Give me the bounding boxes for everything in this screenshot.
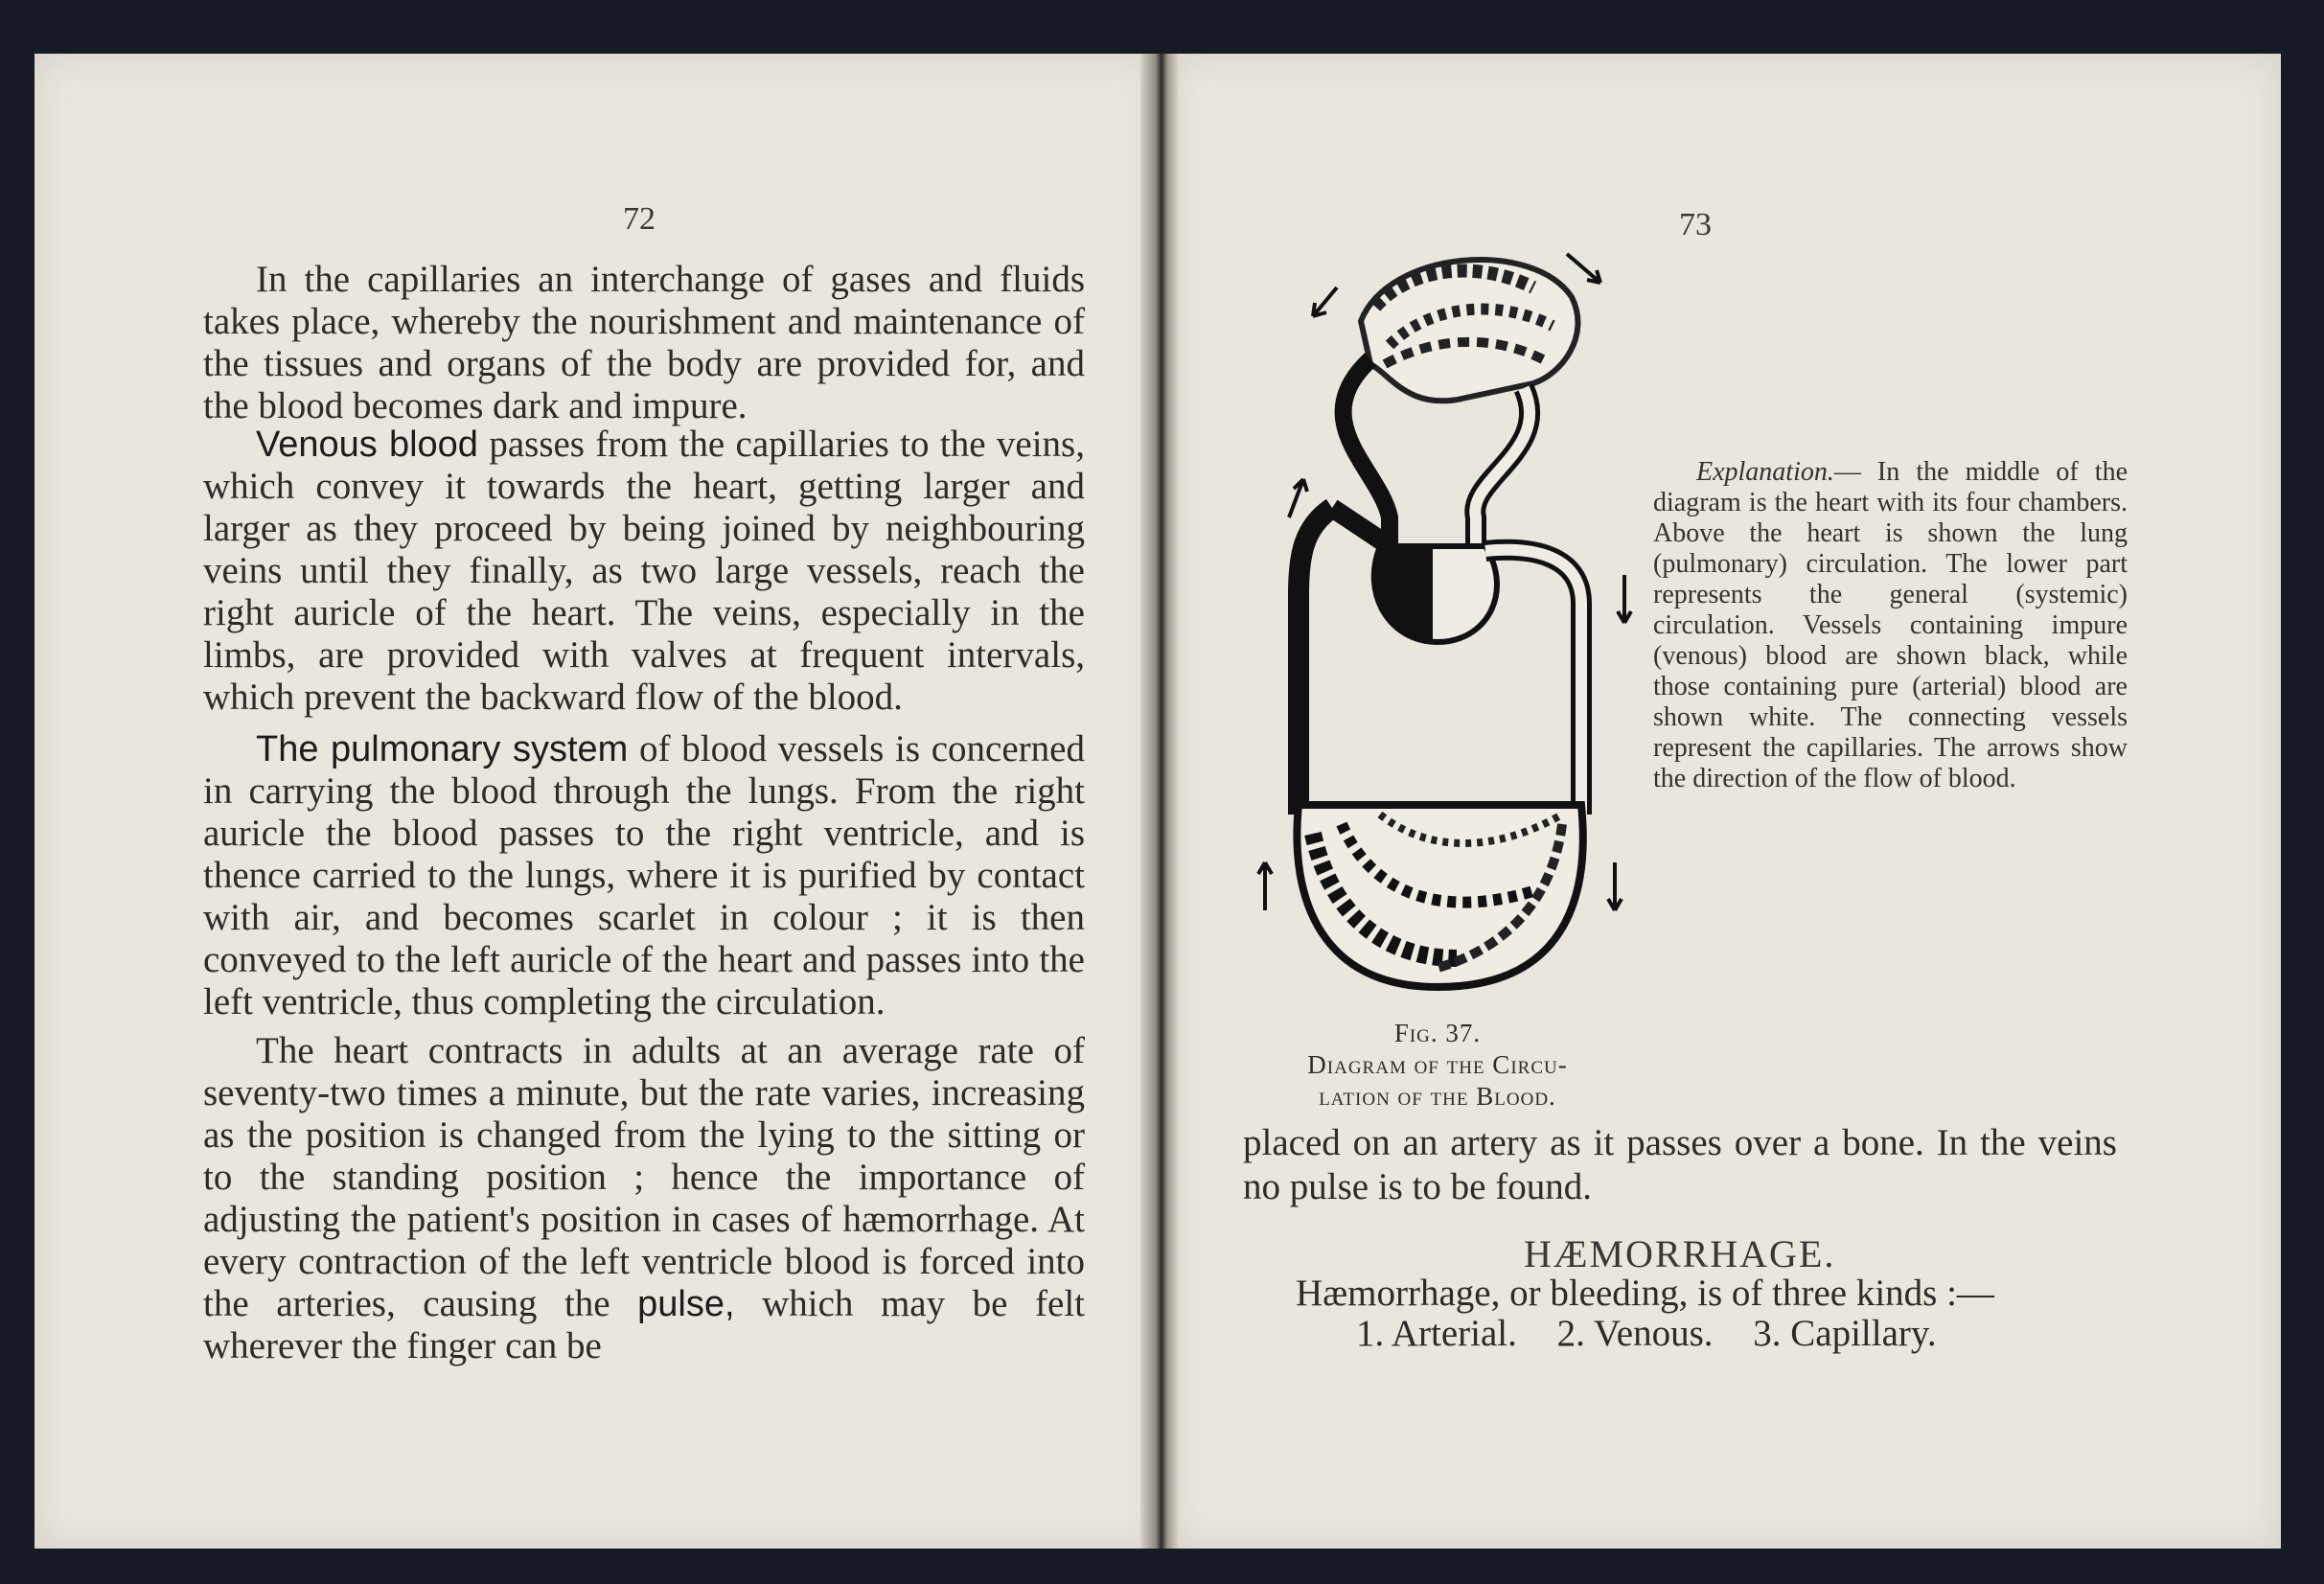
arrow-icon — [1289, 479, 1307, 517]
paragraph-capillaries — [203, 259, 1085, 427]
lung-capillary-network — [1361, 260, 1577, 401]
haemorrhage-kinds-list — [1356, 1313, 2123, 1355]
book-gutter — [1140, 54, 1179, 1549]
explanation-text: — In the middle of the diagram is the heart with its four chambers. Above the heart is shown the lung (pulmonary) circulation. The lower part represents the general (systemic) circulation. Vessels containing impure (venous) blood are shown black, while those containing pure (arterial) blood are shown white. The connecting vessels represent the capillaries. The arrows show the direction of the flow of blood. — [1653, 457, 2128, 793]
arrow-icon — [1313, 287, 1337, 316]
paragraph-pulmonary-system — [203, 728, 1085, 1023]
paragraph-lead: The pulmonary system — [256, 729, 629, 769]
arrow-icon — [1618, 575, 1631, 623]
paragraph-lead: Venous blood — [256, 425, 478, 465]
paragraph-text: The heart contracts in adults at an average rate of seventy-two times a minute, but the rate varies, increasing as the position is changed from the lying to the sitting or to the standing position ; hence the importance of adjusting the patient's position in cases of hæmorrhage. At every contraction of the left ventricle blood is forced into the arteries, causing the — [203, 1030, 1085, 1324]
paragraph-text: passes from the capillaries to the veins, which convey it towards the heart, getting larger and larger as they proceed by being joined by neighbouring veins until they finally, as two large vessels, reach the right auricle of the heart. The veins, especially in the limbs, are provided with valves at frequent intervals, which prevent the backward flow of the blood. — [203, 424, 1085, 718]
paragraph-text: of blood vessels is concerned in carrying the blood through the lungs. From the right auricle the blood passes to the right ventricle, and is thence carried to the lungs, where it is purified by contact with air, and becomes scarlet in colour ; it is then conveyed to the left auricle of the heart and passes into the left ventricle, thus completing the circulation. — [203, 728, 1085, 1022]
arrow-icon — [1567, 254, 1600, 283]
left-page-number: 72 — [623, 201, 656, 237]
circulation-diagram — [1246, 230, 1658, 1035]
figure-title-line-1: Diagram of the Circu- — [1307, 1050, 1568, 1079]
figure-explanation — [1653, 457, 2128, 794]
arrow-icon — [1258, 862, 1272, 910]
haemorrhage-intro: Hæmorrhage, or bleeding, is of three kinds :— — [1296, 1273, 1994, 1314]
list-item: 3. Capillary. — [1753, 1313, 1937, 1354]
paragraph-venous-blood — [203, 424, 1085, 719]
aorta — [1485, 550, 1581, 815]
paragraph-lead: pulse, — [637, 1284, 735, 1324]
paragraph-text: In the capillaries an interchange of gases and fluids takes place, whereby the nourishment and maintenance of the tissues and organs of the body are provided for, and the blood becomes dark and impure. — [203, 259, 1085, 426]
figure-title-line-2: lation of the Blood. — [1319, 1082, 1556, 1111]
figure-number: Fig. 37. — [1393, 1019, 1482, 1047]
figure-caption — [1246, 1018, 1629, 1113]
vena-cava — [1299, 508, 1332, 815]
paragraph-text: which may be felt wherever the finger can be — [203, 1283, 1085, 1366]
paragraph-pulse-continued: placed on an artery as it passes over a bone. In the veins no pulse is to be found. — [1243, 1122, 2117, 1207]
paragraph-heart-rate — [203, 1030, 1085, 1367]
list-item: 1. Arterial. — [1356, 1313, 1517, 1354]
right-page-number: 73 — [1679, 207, 1712, 242]
arrow-icon — [1608, 862, 1622, 910]
explanation-label: Explanation. — [1696, 457, 1834, 487]
list-item: 2. Venous. — [1556, 1313, 1714, 1354]
section-heading: HÆMORRHAGE. — [1524, 1232, 1836, 1275]
